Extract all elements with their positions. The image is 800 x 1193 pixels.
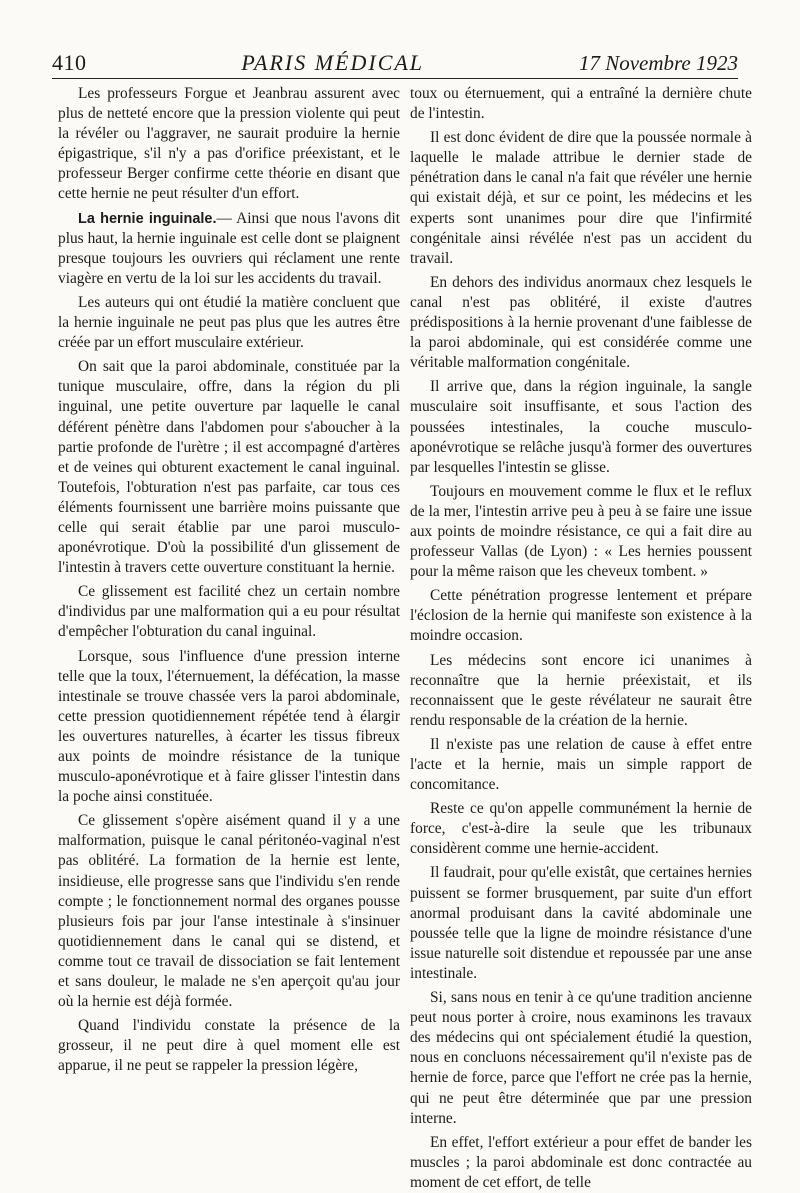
paragraph: En effet, l'effort extérieur a pour effet de bander les muscles ; la paroi abdominale est donc contractée au moment de cet effort, de telle <box>410 1133 752 1191</box>
paragraph: Ce glissement est facilité chez un certain nombre d'individus par une malformation qui a eu pour résultat d'empêcher l'obturation du canal inguinal. <box>58 583 400 641</box>
paragraph: Les professeurs Forgue et Jeanbrau assurent avec plus de netteté encore que la pression violente qui peut la révéler ou l'aggraver, ne saurait produire la hernie épigastrique, s'il n'y a pas d'orifice préexistant, et le professeur Berger confirme cette théorie en disant que cette hernie ne peut résulter d'un effort. <box>58 85 400 203</box>
paragraph: Ce glissement s'opère aisément quand il y a une malformation, puisque le canal péritonéo-vaginal n'est pas oblitéré. La formation de la hernie est lente, insidieuse, elle progresse sans que l'individu s'en rende compte ; le fonctionnement normal des organes pousse plusieurs fois par jour l'anse intestinale à s'insinuer quotidiennement dans le canal qui se distend, et comme tout ce travail de dissociation se fait lentement et sans douleur, le malade ne s'en aperçoit qu'au jour où la hernie est déjà formée. <box>58 812 400 1011</box>
paragraph: En dehors des individus anormaux chez lesquels le canal n'est pas oblitéré, il existe d'autres prédispositions à la hernie provenant d'une faiblesse de la paroi abdominale, qui est considérée comme une véritable malformation congénitale. <box>410 273 752 372</box>
issue-date: 17 Novembre 1923 <box>578 51 738 75</box>
paragraph: Il est donc évident de dire que la poussée normale à laquelle le malade attribue le dernier stade de pénétration dans le canal n'a fait que révéler une hernie qui existait déjà, et sur ce point, les médecins et les experts sont unanimes pour dire que l'infirmité congénitale ainsi révélée n'est pas un accident du travail. <box>410 129 752 267</box>
paragraph: Quand l'individu constate la présence de la grosseur, il ne peut dire à quel moment elle est apparue, il ne peut se rappeler la pression légère, <box>58 1017 400 1075</box>
paragraph: Il faudrait, pour qu'elle existât, que certaines hernies puissent se former brusquement, par suite d'un effort anormal produisant dans la cavité abdominale une poussée telle que la ligne de moindre résistance d'une issue naturelle soit distendue et repoussée par une anse intestinale. <box>410 864 753 982</box>
paragraph: Les auteurs qui ont étudié la matière concluent que la hernie inguinale ne peut pas plus que les autres être créée par un effort musculaire extérieur. <box>58 293 400 352</box>
paragraph: Si, sans nous en tenir à ce qu'une tradition ancienne peut nous porter à croire, nous examinons les travaux des médecins qui ont spécialement étudié la question, nous en concluons nécessairement qu'il n'existe pas de hernie de force, parce que l'effort ne crée pas la hernie, qui ne peut être déterminée que par une pression interne. <box>410 989 752 1127</box>
paragraph: On sait que la paroi abdominale, constituée par la tunique musculaire, offre, dans la région du pli inguinal, une petite ouverture par laquelle le canal déférent pénètre dans l'abdomen pour s'aboucher à la partie profonde de l'urètre ; il est accompagné d'artères et de veines qui obturent exactement le canal inguinal. Toutefois, l'obturation n'est pas parfaite, car tous ces éléments fournissent une barrière moins puissante que celle qui serait établie par une paroi musculo-aponévrotique. D'où la possibilité d'un glissement de l'intestin à travers cette ouverture constituant la hernie. <box>58 358 400 577</box>
paragraph: Toujours en mouvement comme le flux et le reflux de la mer, l'intestin arrive peu à peu à se faire une issue aux points de moindre résistance, ce qui a fait dire au professeur Vallas (de Lyon) : « Les hernies poussent pour la même raison que les cheveux tombent. » <box>410 482 752 581</box>
journal-title: PARIS MÉDICAL <box>241 50 425 75</box>
paragraph: Lorsque, sous l'influence d'une pression interne telle que la toux, l'éternuement, la défécation, la masse intestinale se trouve chassée vers la paroi abdominale, cette pression quotidiennement répétée tend à élargir les ouvertures naturelles, à écarter les tissus fibreux aux points de moindre résistance de la tunique musculo-aponévrotique et à faire glisser l'intestin dans la poche ainsi constituée. <box>58 647 400 806</box>
paragraph-text: — Ainsi que nous l'avons dit plus haut, la hernie inguinale est celle dont se plaignent presque toujours les ouvriers qui réclament une rente viagère en vertu de la loi sur les accidents du travail. <box>58 209 400 287</box>
paragraph: Cette pénétration progresse lentement et prépare l'éclosion de la hernie qui manifeste son existence à la moindre occasion. <box>410 587 752 645</box>
running-header <box>52 50 738 80</box>
left-column <box>58 84 400 1124</box>
paragraph: Il n'existe pas une relation de cause à effet entre l'acte et la hernie, mais un simple rapport de concomitance. <box>410 735 752 794</box>
paragraph-with-heading <box>58 209 400 289</box>
paragraph: Les médecins sont encore ici unanimes à reconnaître que la hernie préexistait, et ils reconnaissent que le geste révélateur ne saurait être rendu responsable de la création de la hernie. <box>410 651 752 729</box>
right-column <box>410 84 753 1191</box>
header-rule <box>52 78 738 79</box>
section-heading: La hernie inguinale. <box>78 210 217 227</box>
page-number: 410 <box>52 50 87 75</box>
paragraph-continued: toux ou éternuement, qui a entraîné la dernière chute de l'intestin. <box>410 85 752 123</box>
paragraph: Reste ce qu'on appelle communément la hernie de force, c'est-à-dire la seule que les tribunaux considèrent comme une hernie-accident. <box>410 800 752 858</box>
paragraph: Il arrive que, dans la région inguinale, la sangle musculaire soit insuffisante, et sous l'action des poussées intestinales, la couche musculo-aponévrotique se relâche jusqu'à former des ouvertures par lesquelles l'intestin se glisse. <box>410 378 752 476</box>
